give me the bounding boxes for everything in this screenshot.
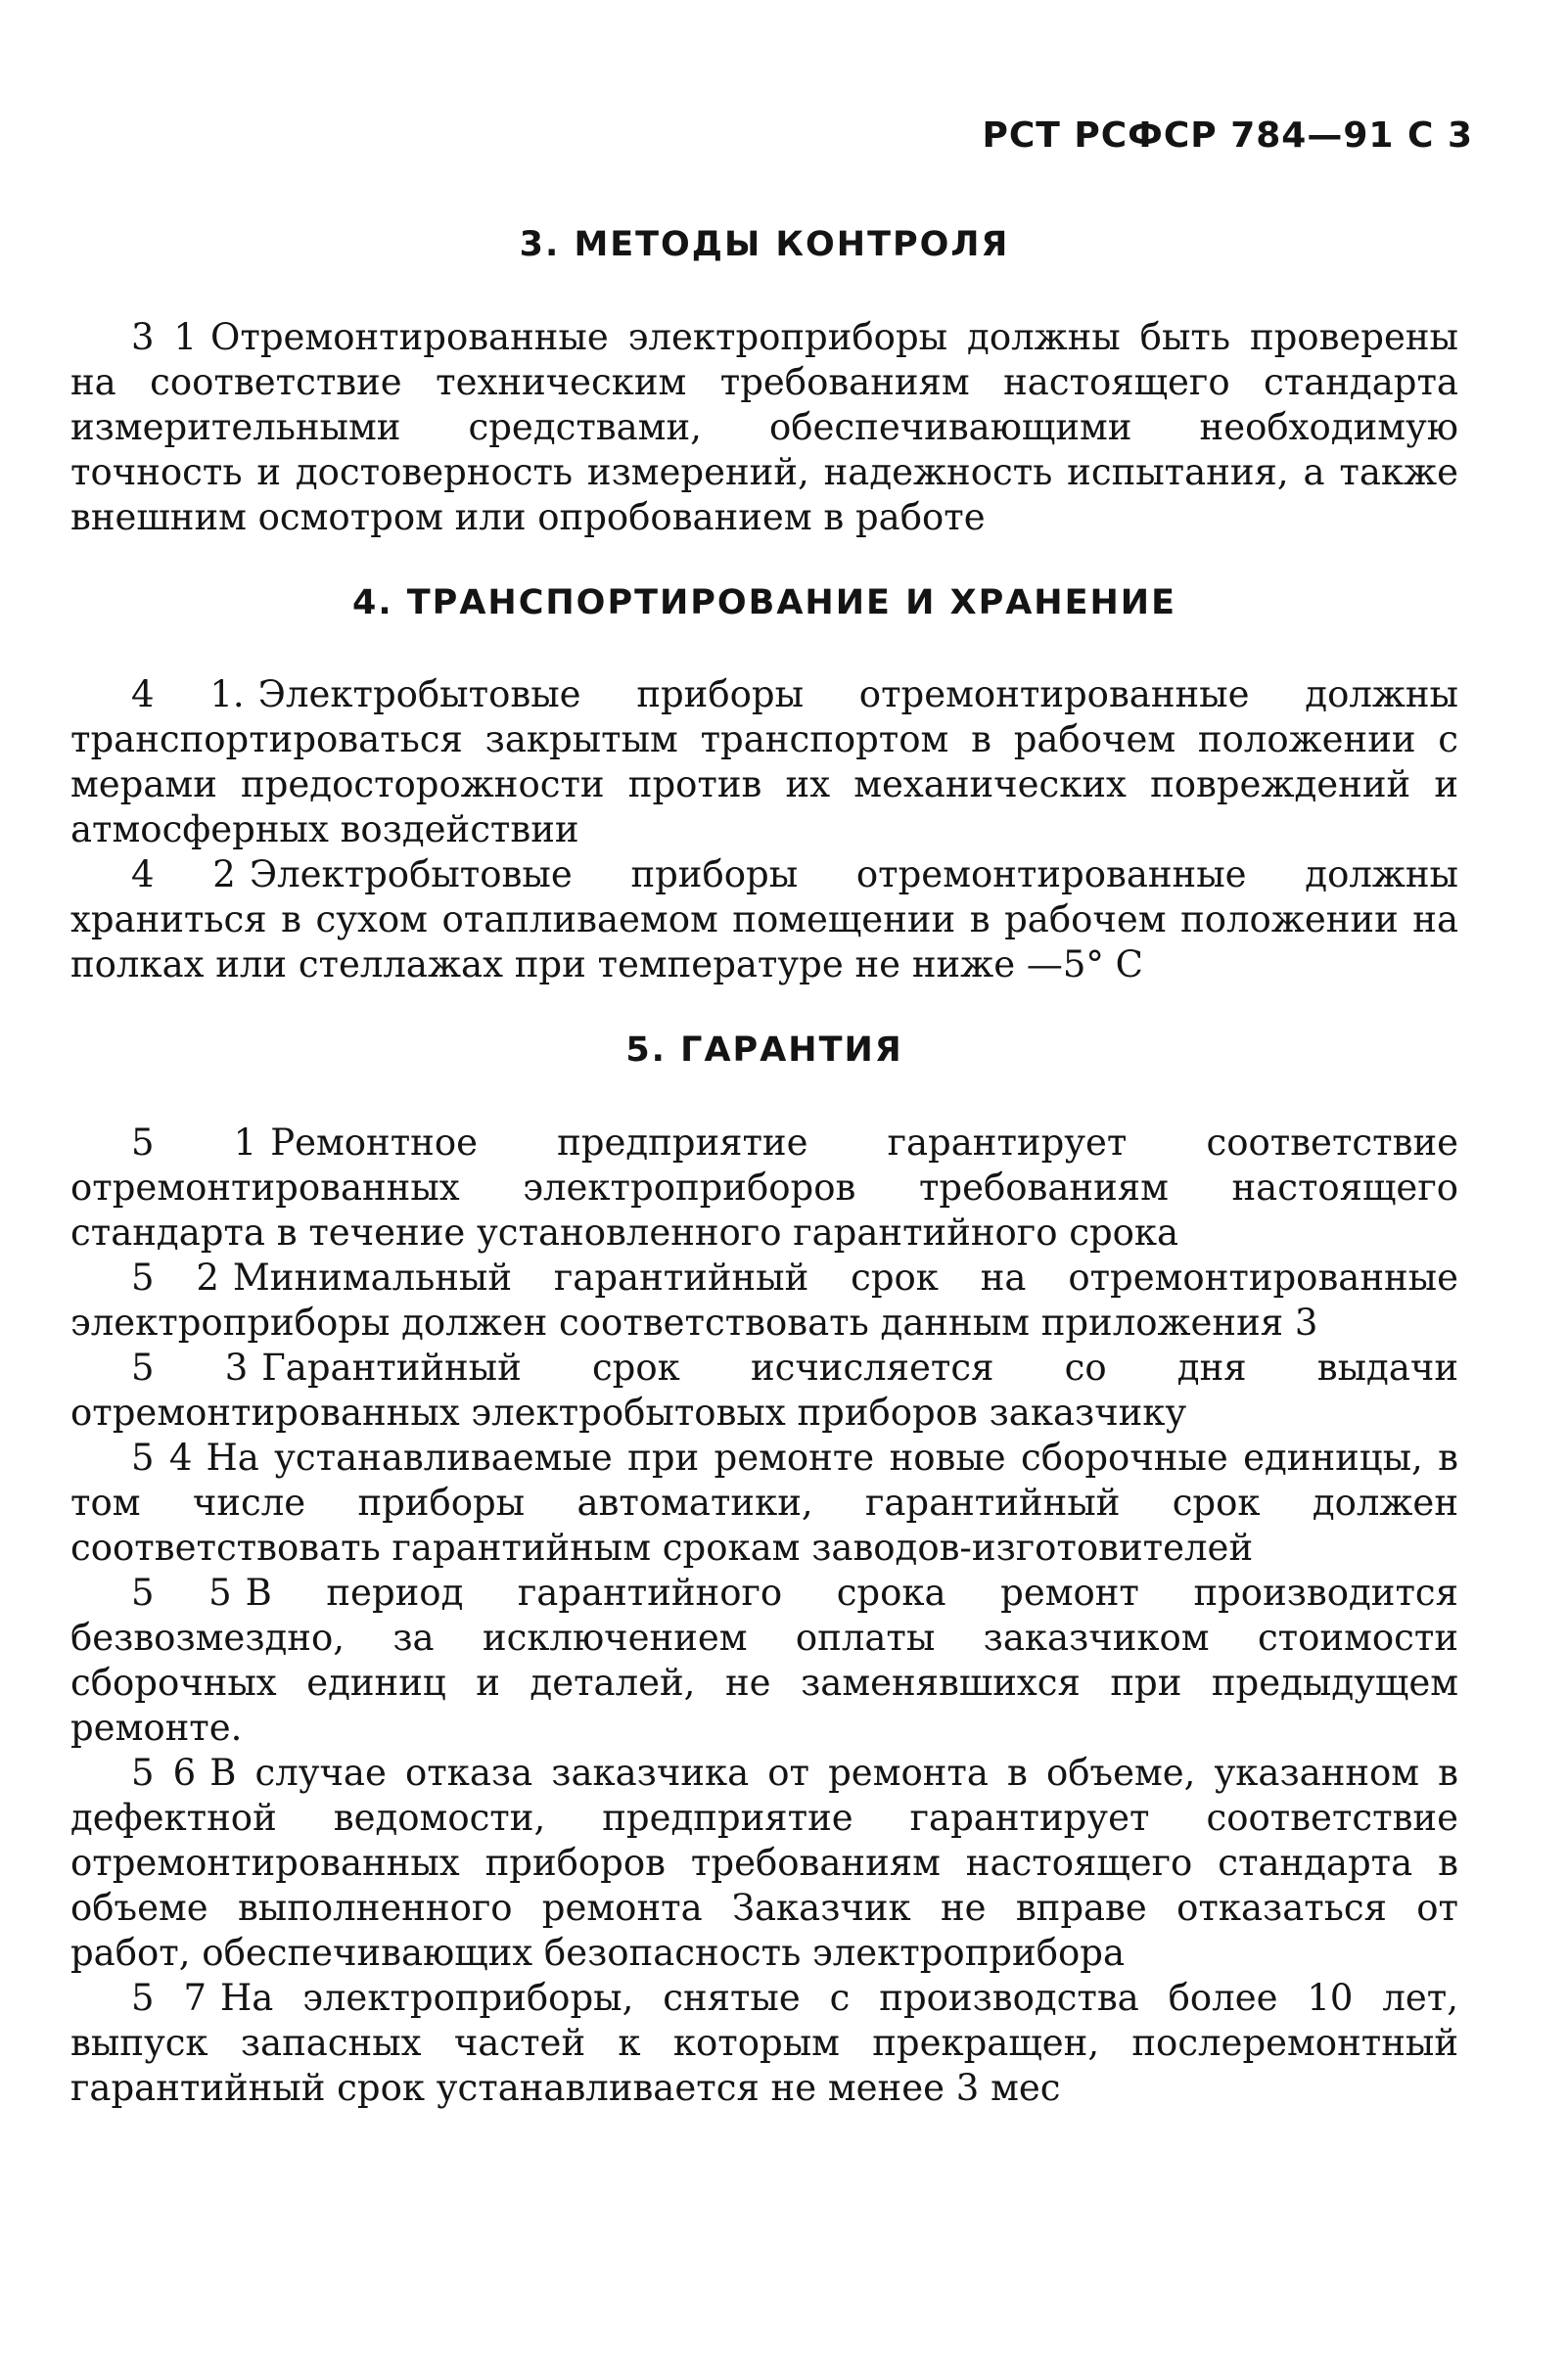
clause-number: 5 2 [131,1256,219,1299]
clause-number: 4 1. [131,673,245,715]
clause-number: 5 5 [131,1571,232,1614]
clause-4-1 [70,672,1458,852]
clause-text: На электроприборы, снятые с производства более 10 лет, выпуск запасных частей к которым прекращен, послеремонтный гарантийный срок устанавливается не менее 3 мес [70,1976,1458,2109]
clause-5-2 [70,1256,1458,1346]
clause-5-6 [70,1751,1458,1976]
section-heading: 3. МЕТОДЫ КОНТРОЛЯ [519,225,1010,264]
clause-number: 3 1 [131,315,198,358]
clause-number: 5 6 [131,1751,197,1794]
clause-text: Минимальный гарантийный срок на отремонтированные электроприборы должен соответствовать данным приложения 3 [70,1256,1459,1344]
running-header: РСТ РСФСР 784—91 С 3 [982,115,1473,156]
clause-3-1 [70,315,1458,540]
clause-number: 5 3 [131,1346,249,1389]
clause-text: Ремонтное предприятие гарантирует соответствие отремонтированных электроприборов требованиям настоящего стандарта в течение установленного гарантийного срока [70,1121,1459,1254]
clause-5-3 [70,1346,1458,1436]
clause-text: Электробытовые приборы отремонтированные должны храниться в сухом отапливаемом помещении в рабочем положении на полках или стеллажах при температуре не ниже —5° С [70,853,1458,985]
clause-5-7 [70,1976,1458,2111]
clause-4-2 [70,852,1458,987]
clause-number: 4 2 [131,853,236,895]
clause-text: В случае отказа заказчика от ремонта в объеме, указанном в дефектной ведомости, предприятие гарантирует соответствие отремонтированных приборов требованиям настоящего стандарта в объеме выполненного ремонта Заказчик не вправе отказаться от работ, обеспечивающих безопасность электроприбора [70,1751,1459,1974]
clause-number: 5 1 [131,1121,257,1164]
clause-5-4 [70,1436,1458,1571]
section-warranty [70,1029,1458,2111]
clause-5-1 [70,1121,1458,1256]
clause-text: В период гарантийного срока ремонт производится безвозмездно, за исключением оплаты заказчиком стоимости сборочных единиц и деталей, не заменявшихся при предыдущем ремонте. [70,1571,1458,1749]
clause-text: Отремонтированные электроприборы должны быть проверены на соответствие техническим требованиям настоящего стандарта измерительными средствами, обеспечивающими необходимую точность и достоверность измерений, надежность испытания, а также внешним осмотром или опробованием в работе [70,315,1459,538]
clause-5-5 [70,1571,1458,1751]
clause-number: 5 7 [131,1976,207,2019]
clause-text: Гарантийный срок исчисляется со дня выдачи отремонтированных электробытовых приборов заказчику [70,1346,1458,1434]
section-heading: 4. ТРАНСПОРТИРОВАНИЕ И ХРАНЕНИЕ [351,582,1177,622]
clause-text: Электробытовые приборы отремонтированные должны транспортироваться закрытым транспортом в рабочем положении с мерами предосторожности против их механических повреждений и атмосферных воздействии [70,673,1458,850]
section-control-methods [70,223,1458,540]
clause-number: 5 4 [131,1436,193,1479]
section-heading: 5. ГАРАНТИЯ [625,1030,903,1070]
section-transport-storage [70,581,1458,988]
clause-text: На устанавливаемые при ремонте новые сборочные единицы, в том числе приборы автоматики, гарантийный срок должен соответствовать гарантийным срокам заводов-изготовителей [70,1436,1458,1569]
document-body [70,223,1458,2111]
